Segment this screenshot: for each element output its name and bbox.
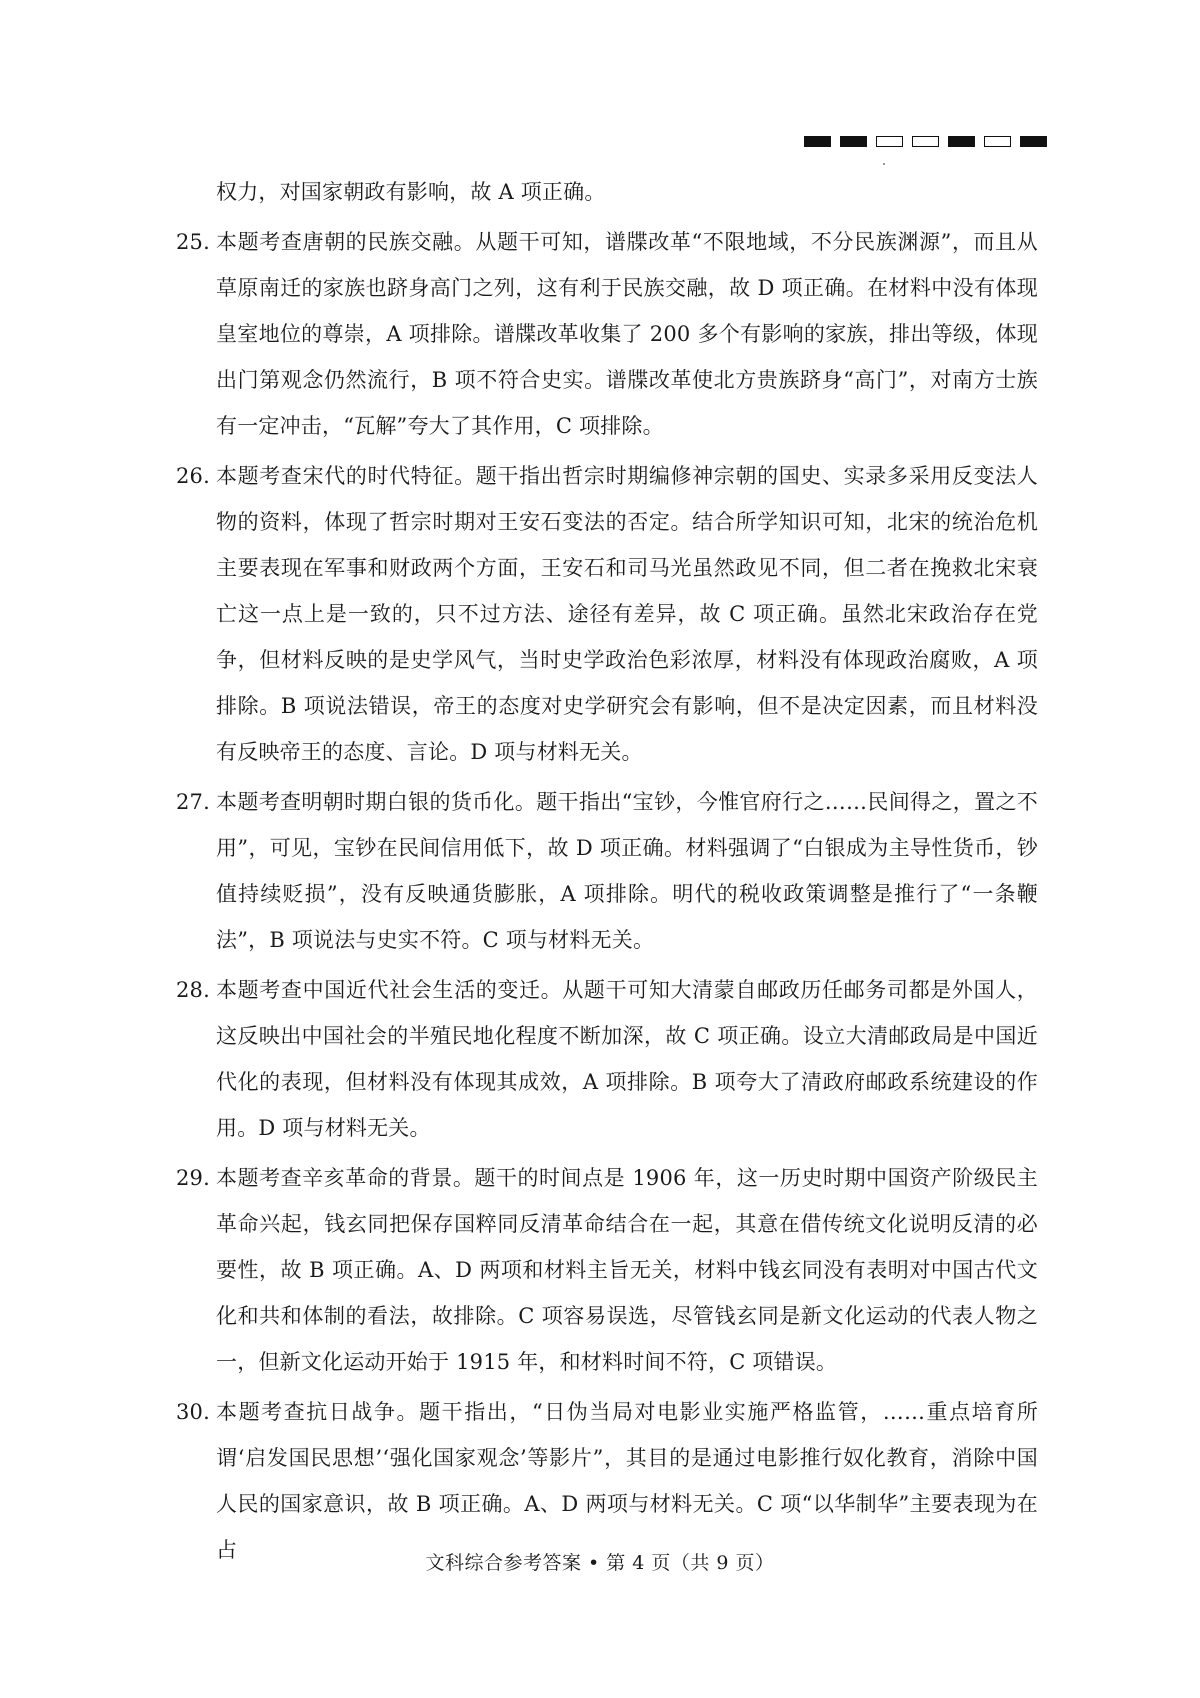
item-number: 27.	[176, 790, 210, 814]
paragraph-text: 本题考查辛亥革命的背景。题干的时间点是 1906 年，这一历史时期中国资产阶级民主革命兴起，钱玄同把保存国粹同反清革命结合在一起，其意在借传统文化说明反清的必要性，故 B 项正确。A、D 两项和材料主旨无关，材料中钱玄同没有表明对中国古代文化和共和体制的看法，故排除。C 项容易误选，尽管钱玄同是新文化运动的代表人物之一，但新文化运动开始于 1915 年，和材料时间不符，C 项错误。	[216, 1166, 1038, 1374]
paragraph-text: 本题考查宋代的时代特征。题干指出哲宗时期编修神宗朝的国史、实录多采用反变法人物的资料，体现了哲宗时期对王安石变法的否定。结合所学知识可知，北宋的统治危机主要表现在军事和财政两个方面，王安石和司马光虽然政见不同，但二者在挽救北宋衰亡这一点上是一致的，只不过方法、途径有差异，故 C 项正确。虽然北宋政治存在党争，但材料反映的是史学风气，当时史学政治色彩浓厚，材料没有体现政治腐败，A 项排除。B 项说法错误，帝王的态度对史学研究会有影响，但不是决定因素，而且材料没有反映帝王的态度、言论。D 项与材料无关。	[216, 464, 1038, 764]
marker-square	[1020, 136, 1047, 147]
paragraph-text: 本题考查明朝时期白银的货币化。题干指出“宝钞，今惟官府行之……民间得之，置之不用”，可见，宝钞在民间信用低下，故 D 项正确。材料强调了“白银成为主导性货币，钞值持续贬损”，没有反映通货膨胀，A 项排除。明代的税收政策调整是推行了“一条鞭法”，B 项说法与史实不符。C 项与材料无关。	[216, 790, 1038, 952]
page-footer: 文科综合参考答案 • 第 4 页（共 9 页）	[425, 1552, 775, 1574]
marker-square	[984, 136, 1011, 147]
item-number: 25.	[176, 230, 210, 254]
paragraph-text: 本题考查抗日战争。题干指出，“日伪当局对电影业实施严格监管，……重点培育所谓‘启发国民思想’‘强化国家观念’等影片”，其目的是通过电影推行奴化教育，消除中国人民的国家意识，故 B 项正确。A、D 两项与材料无关。C 项“以华制华”主要表现为在占	[216, 1400, 1038, 1562]
page-marker-squares	[804, 136, 1047, 147]
marker-square	[948, 136, 975, 147]
item-number: 30.	[176, 1400, 210, 1424]
marker-square	[876, 136, 903, 147]
item-number: 29.	[176, 1166, 210, 1190]
item-number: 28.	[176, 978, 210, 1002]
answer-item-28	[176, 967, 1038, 1151]
marker-square	[804, 136, 831, 147]
answer-item-29	[176, 1155, 1038, 1385]
paragraph-text: 本题考查唐朝的民族交融。从题干可知，谱牒改革“不限地域，不分民族渊源”，而且从草原南迁的家族也跻身高门之列，这有利于民族交融，故 D 项正确。在材料中没有体现皇室地位的尊崇，A 项排除。谱牒改革收集了 200 多个有影响的家族，排出等级，体现出门第观念仍然流行，B 项不符合史实。谱牒改革使北方贵族跻身“高门”，对南方士族有一定冲击，“瓦解”夸大了其作用，C 项排除。	[216, 230, 1038, 438]
answer-item-30	[176, 1389, 1038, 1573]
scan-dot	[883, 163, 885, 165]
paragraph-text: 权力，对国家朝政有影响，故 A 项正确。	[216, 180, 606, 204]
answer-item-26	[176, 453, 1038, 775]
item-number: 26.	[176, 464, 210, 488]
marker-square	[840, 136, 867, 147]
answer-item-27	[176, 779, 1038, 963]
continuation-paragraph	[176, 169, 1038, 215]
paragraph-text: 本题考查中国近代社会生活的变迁。从题干可知大清蒙自邮政历任邮务司都是外国人，这反映出中国社会的半殖民地化程度不断加深，故 C 项正确。设立大清邮政局是中国近代化的表现，但材料没有体现其成效，A 项排除。B 项夸大了清政府邮政系统建设的作用。D 项与材料无关。	[216, 978, 1038, 1140]
answer-item-25	[176, 219, 1038, 449]
answer-content	[176, 169, 1038, 1577]
marker-square	[912, 136, 939, 147]
